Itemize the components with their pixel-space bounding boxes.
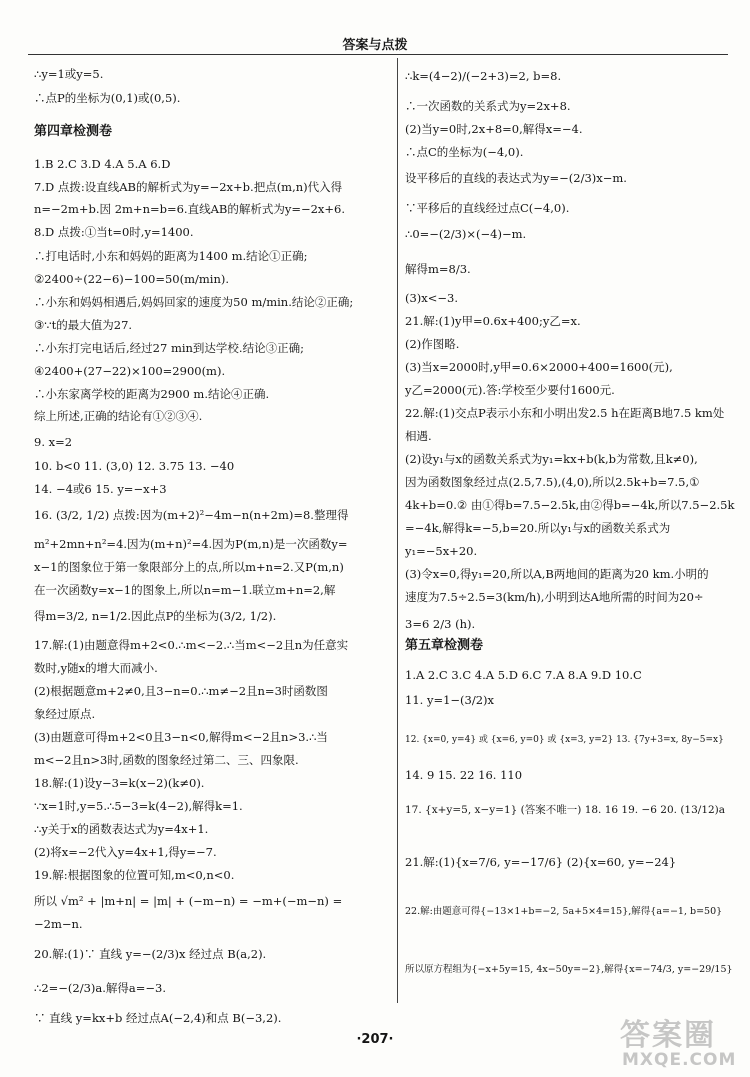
text-line: 14. −4或6 15. y=−x+3 <box>34 482 167 496</box>
watermark-url: MXQE.COM <box>622 1050 737 1070</box>
text-line: 在一次函数y=x−1的图象上,所以n=m−1.联立m+n=2,解 <box>34 583 336 597</box>
text-line: (2)根据题意m+2≠0,且3−n=0.∴m≠−2且n=3时函数图 <box>34 684 328 698</box>
text-line: ∴小东家离学校的距离为2900 m.结论④正确. <box>34 387 270 401</box>
text-line: (3)当x=2000时,y甲=0.6×2000+400=1600(元), <box>405 360 673 374</box>
text-line: 4k+b=0.② 由①得b=7.5−2.5k,由②得b=−4k,所以7.5−2.5k <box>405 498 735 512</box>
text-line: (2)将x=−2代入y=4x+1,得y=−7. <box>34 845 217 859</box>
text-line: 20.解:(1)∵ 直线 y=−(2/3)x 经过点 B(a,2). <box>34 947 267 961</box>
chapter4-heading: 第四章检测卷 <box>34 124 113 139</box>
text-line: (2)设y₁与x的函数关系式为y₁=kx+b(k,b为常数,且k≠0), <box>405 452 698 466</box>
text-line: 14. 9 15. 22 16. 110 <box>405 768 523 782</box>
text-line: ∵ 直线 y=kx+b 经过点A(−2,4)和点 B(−3,2). <box>34 1011 282 1025</box>
text-line: ∵x=1时,y=5.∴5−3=k(4−2),解得k=1. <box>34 799 243 813</box>
text-line: 所以原方程组为{−x+5y=15, 4x−50y=−2},解得{x=−74/3, y=−29/15} <box>405 964 733 975</box>
text-line: 22.解:由题意可得{−13×1+b=−2, 5a+5×4=15},解得{a=−1, b=50} <box>405 906 723 917</box>
text-line: 18.解:(1)设y−3=k(x−2)(k≠0). <box>34 776 205 790</box>
column-divider <box>397 58 398 1003</box>
text-line: 象经过原点. <box>34 707 96 721</box>
text-line: m<−2且n>3时,函数的图象经过第二、三、四象限. <box>34 753 299 767</box>
text-line: ∴2=−(2/3)a.解得a=−3. <box>34 981 166 995</box>
text-line: ∴打电话时,小东和妈妈的距离为1400 m.结论①正确; <box>34 249 308 263</box>
text-line: 19.解:根据图象的位置可知,m<0,n<0. <box>34 868 235 882</box>
text-line: ③∵t的最大值为27. <box>34 318 133 332</box>
text-line: 1.B 2.C 3.D 4.A 5.A 6.D <box>34 157 171 171</box>
text-line: ∴一次函数的关系式为y=2x+8. <box>405 99 571 113</box>
text-line: ②2400÷(22−6)−100=50(m/min). <box>34 272 230 286</box>
text-line: 3=6 2/3 (h). <box>405 617 476 631</box>
text-line: ∴0=−(2/3)×(−4)−m. <box>405 227 527 241</box>
text-line: 16. (3/2, 1/2) 点拨:因为(m+2)²−4m−n(n+2m)=8.整理得 <box>34 508 349 522</box>
text-line: 所以 √m² + |m+n| = |m| + (−m−n) = −m+(−m−n) = <box>34 894 343 908</box>
text-line: 数时,y随x的增大而减小. <box>34 661 158 675</box>
page-number: ·207· <box>356 1032 394 1047</box>
text-line: 设平移后的直线的表达式为y=−(2/3)x−m. <box>405 171 627 185</box>
text-line: −2m−n. <box>34 917 83 931</box>
chapter5-heading: 第五章检测卷 <box>405 638 484 653</box>
text-line: y₁=−5x+20. <box>405 544 478 558</box>
text-line: ∴y关于x的函数表达式为y=4x+1. <box>34 822 209 836</box>
text-line: 相遇. <box>405 429 432 443</box>
text-line: 17. {x+y=5, x−y=1} (答案不唯一) 18. 16 19. −6 20. (13/12)a <box>405 804 726 816</box>
text-line: 12. {x=0, y=4} 或 {x=6, y=0} 或 {x=3, y=2} 13. {7y+3=x, 8y−5=x} <box>405 735 724 745</box>
page-header-title: 答案与点拨 <box>342 38 408 53</box>
text-line: 10. b<0 11. (3,0) 12. 3.75 13. −40 <box>34 459 235 473</box>
text-line: 速度为7.5÷2.5=3(km/h),小明到达A地所需的时间为20÷ <box>405 590 704 604</box>
text-line: x−1的图象位于第一象限部分上的点,所以m+n=2.又P(m,n) <box>34 560 344 574</box>
text-line: ∴小东和妈妈相遇后,妈妈回家的速度为50 m/min.结论②正确; <box>34 295 354 309</box>
text-line: 9. x=2 <box>34 435 73 449</box>
watermark-logo <box>612 1010 742 1072</box>
text-line: 22.解:(1)交点P表示小东和小明出发2.5 h在距离B地7.5 km处 <box>405 406 725 420</box>
text-line: 1.A 2.C 3.C 4.A 5.D 6.C 7.A 8.A 9.D 10.C <box>405 668 642 682</box>
text-line: ∴y=1或y=5. <box>34 67 104 81</box>
text-line: 解得m=8/3. <box>405 262 471 276</box>
text-line: 7.D 点拨:设直线AB的解析式为y=−2x+b.把点(m,n)代入得 <box>34 180 343 194</box>
text-line: 21.解:(1)y甲=0.6x+400;y乙=x. <box>405 314 581 328</box>
text-line: 17.解:(1)由题意得m+2<0.∴m<−2.∴当m<−2且n为任意实 <box>34 638 349 652</box>
text-line: ∵平移后的直线经过点C(−4,0). <box>405 201 570 215</box>
text-line: =−4k,解得k=−5,b=20.所以y₁与x的函数关系式为 <box>405 521 671 535</box>
text-line: (3)x<−3. <box>405 291 459 305</box>
text-line: 21.解:(1){x=7/6, y=−17/6} (2){x=60, y=−24} <box>405 855 677 869</box>
text-line: ∴k=(4−2)/(−2+3)=2, b=8. <box>405 69 562 83</box>
text-line: m²+2mn+n²=4.因为(m+n)²=4.因为P(m,n)是一次函数y= <box>34 537 348 551</box>
text-line: 8.D 点拨:①当t=0时,y=1400. <box>34 225 194 239</box>
text-line: 因为函数图象经过点(2.5,7.5),(4,0),所以2.5k+b=7.5,① <box>405 475 700 489</box>
text-line: n=−2m+b.因 2m+n=b=6.直线AB的解析式为y=−2x+6. <box>34 202 346 216</box>
text-line: ∴点C的坐标为(−4,0). <box>405 145 524 159</box>
header-rule <box>28 54 728 55</box>
text-line: ∴点P的坐标为(0,1)或(0,5). <box>34 91 181 105</box>
text-line: ∴小东打完电话后,经过27 min到达学校.结论③正确; <box>34 341 304 355</box>
text-line: (3)令x=0,得y₁=20,所以A,B两地间的距离为20 km.小明的 <box>405 567 709 581</box>
text-line: 综上所述,正确的结论有①②③④. <box>34 409 203 423</box>
text-line: y乙=2000(元).答:学校至少要付1600元. <box>405 383 615 397</box>
text-line: ④2400+(27−22)×100=2900(m). <box>34 364 226 378</box>
text-line: 得m=3/2, n=1/2.因此点P的坐标为(3/2, 1/2). <box>34 609 277 623</box>
text-line: 11. y=1−(3/2)x <box>405 693 494 707</box>
text-line: (2)作图略. <box>405 337 460 351</box>
text-line: (3)由题意可得m+2<0且3−n<0,解得m<−2且n>3.∴当 <box>34 730 328 744</box>
watermark-text: 答案圈 <box>620 1018 716 1053</box>
text-line: (2)当y=0时,2x+8=0,解得x=−4. <box>405 122 583 136</box>
